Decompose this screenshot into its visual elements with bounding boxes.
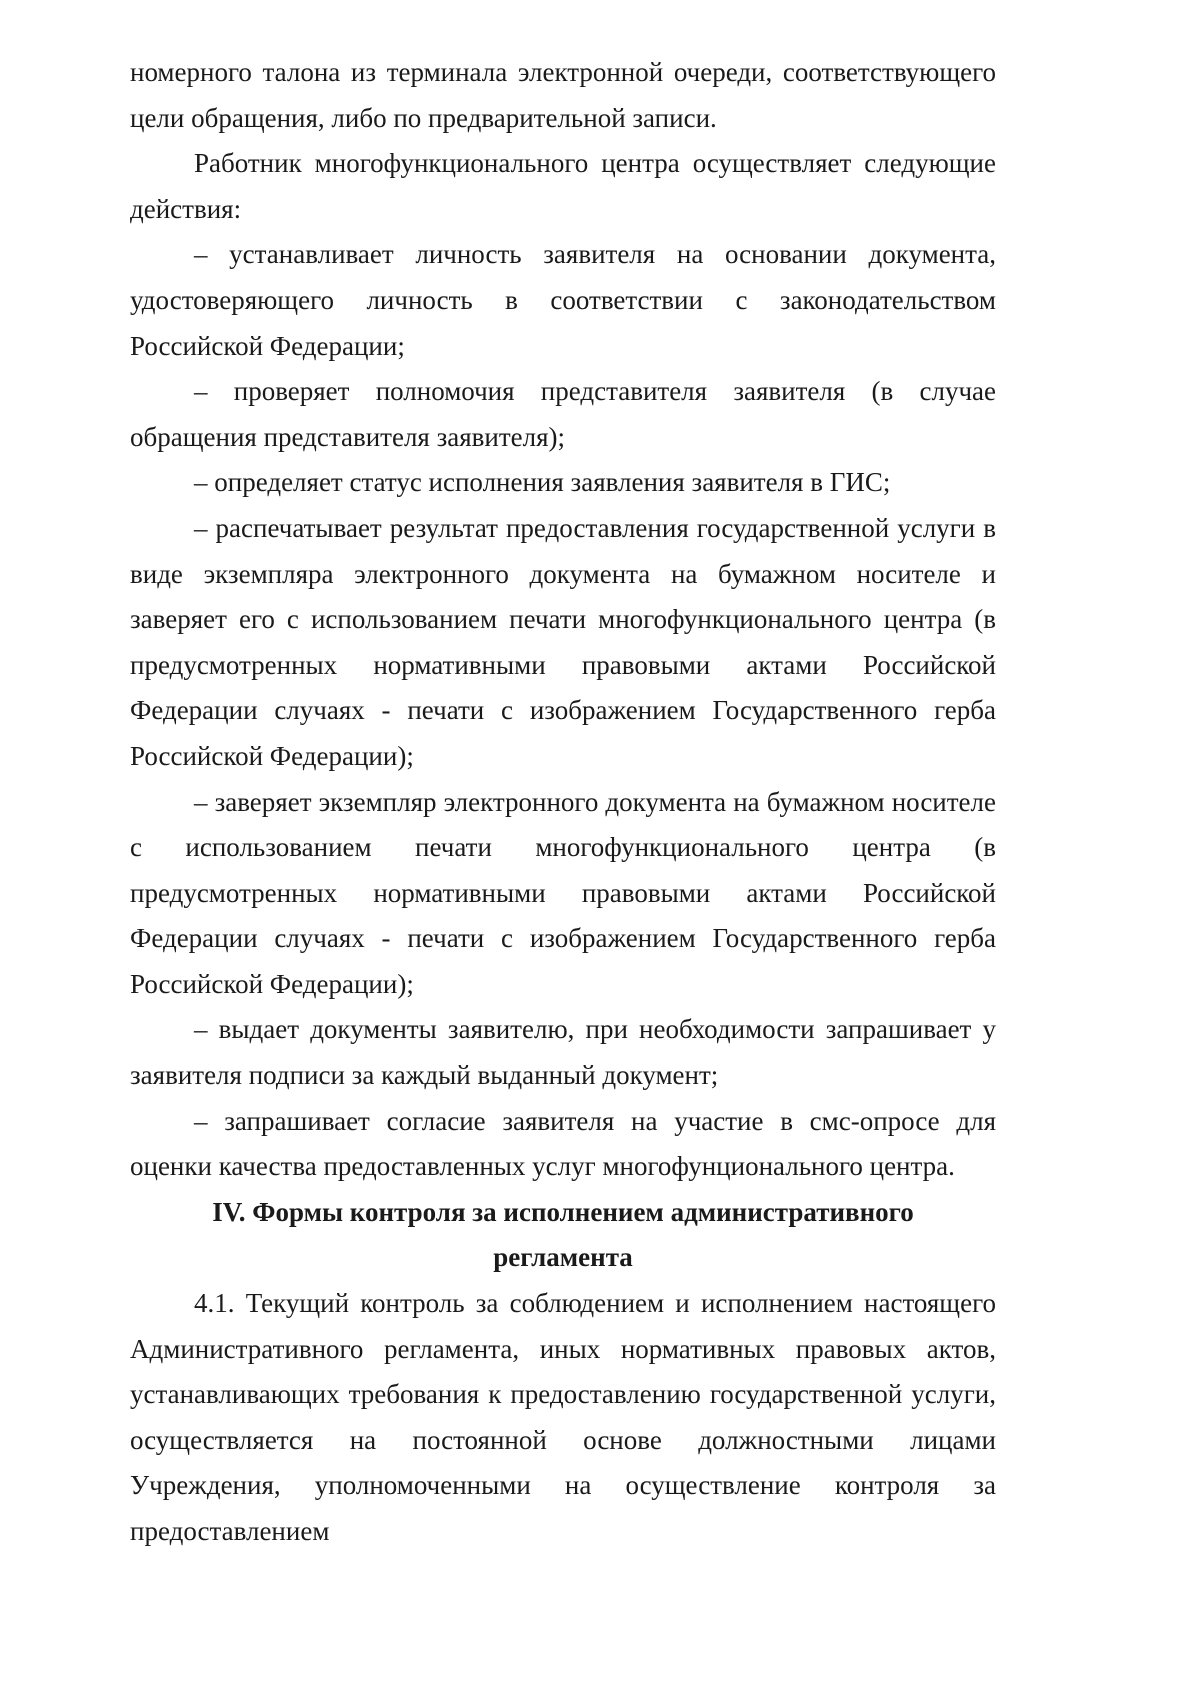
section-heading — [130, 1190, 996, 1281]
list-item-identify-applicant: – устанавливает личность заявителя на основании документа, удостоверяющего личность в соответствии с законодательством Российской Федерации; — [130, 239, 996, 361]
list-item-status-gis: – определяет статус исполнения заявления заявителя в ГИС; — [194, 467, 891, 498]
paragraph-queue-ticket: номерного талона из терминала электронной очереди, соответствующего цели обращения, либо по предварительной записи. — [130, 57, 996, 133]
list-item-issue-documents: – выдает документы заявителю, при необходимости запрашивает у заявителя подписи за каждый выданный документ; — [130, 1014, 996, 1091]
paragraph-current-control: 4.1. Текущий контроль за соблюдением и исполнением настоящего Административного регламента, иных нормативных правовых актов, устанавливающих требования к предоставлению государственной услуги, осуществляется на постоянной основе должностными лицами Учреждения, уполномоченными на осуществление контроля за предоставлением — [130, 1288, 996, 1546]
list-item-certify-copy: – заверяет экземпляр электронного документа на бумажном носителе с использованием печати многофункционального центра (в предусмотренных нормативными правовыми актами Российской Федерации случаях - печати с изображением Государственного герба Российской Федерации); — [130, 786, 996, 999]
paragraph-mfc-worker-actions: Работник многофункционального центра осуществляет следующие действия: — [130, 148, 996, 224]
list-item-print-result: – распечатывает результат предоставления государственной услуги в виде экземпляра электронного документа на бумажном носителе и заверяет его с использованием печати многофункционального центра (в предусмотренных нормативными правовыми актами Российской Федерации случаях - печати с изображением Государственного герба Российской Федерации); — [130, 512, 996, 771]
section-heading-line-2: регламента — [493, 1242, 633, 1273]
section-heading-line-1: IV. Формы контроля за исполнением административного — [212, 1196, 914, 1227]
list-item-check-authority: – проверяет полномочия представителя заявителя (в случае обращения представителя заявителя); — [130, 376, 996, 452]
list-item-sms-survey: – запрашивает согласие заявителя на участие в смс-опросе для оценки качества предоставленных услуг многофунционального центра. — [130, 1105, 996, 1182]
document-page — [130, 50, 996, 1555]
